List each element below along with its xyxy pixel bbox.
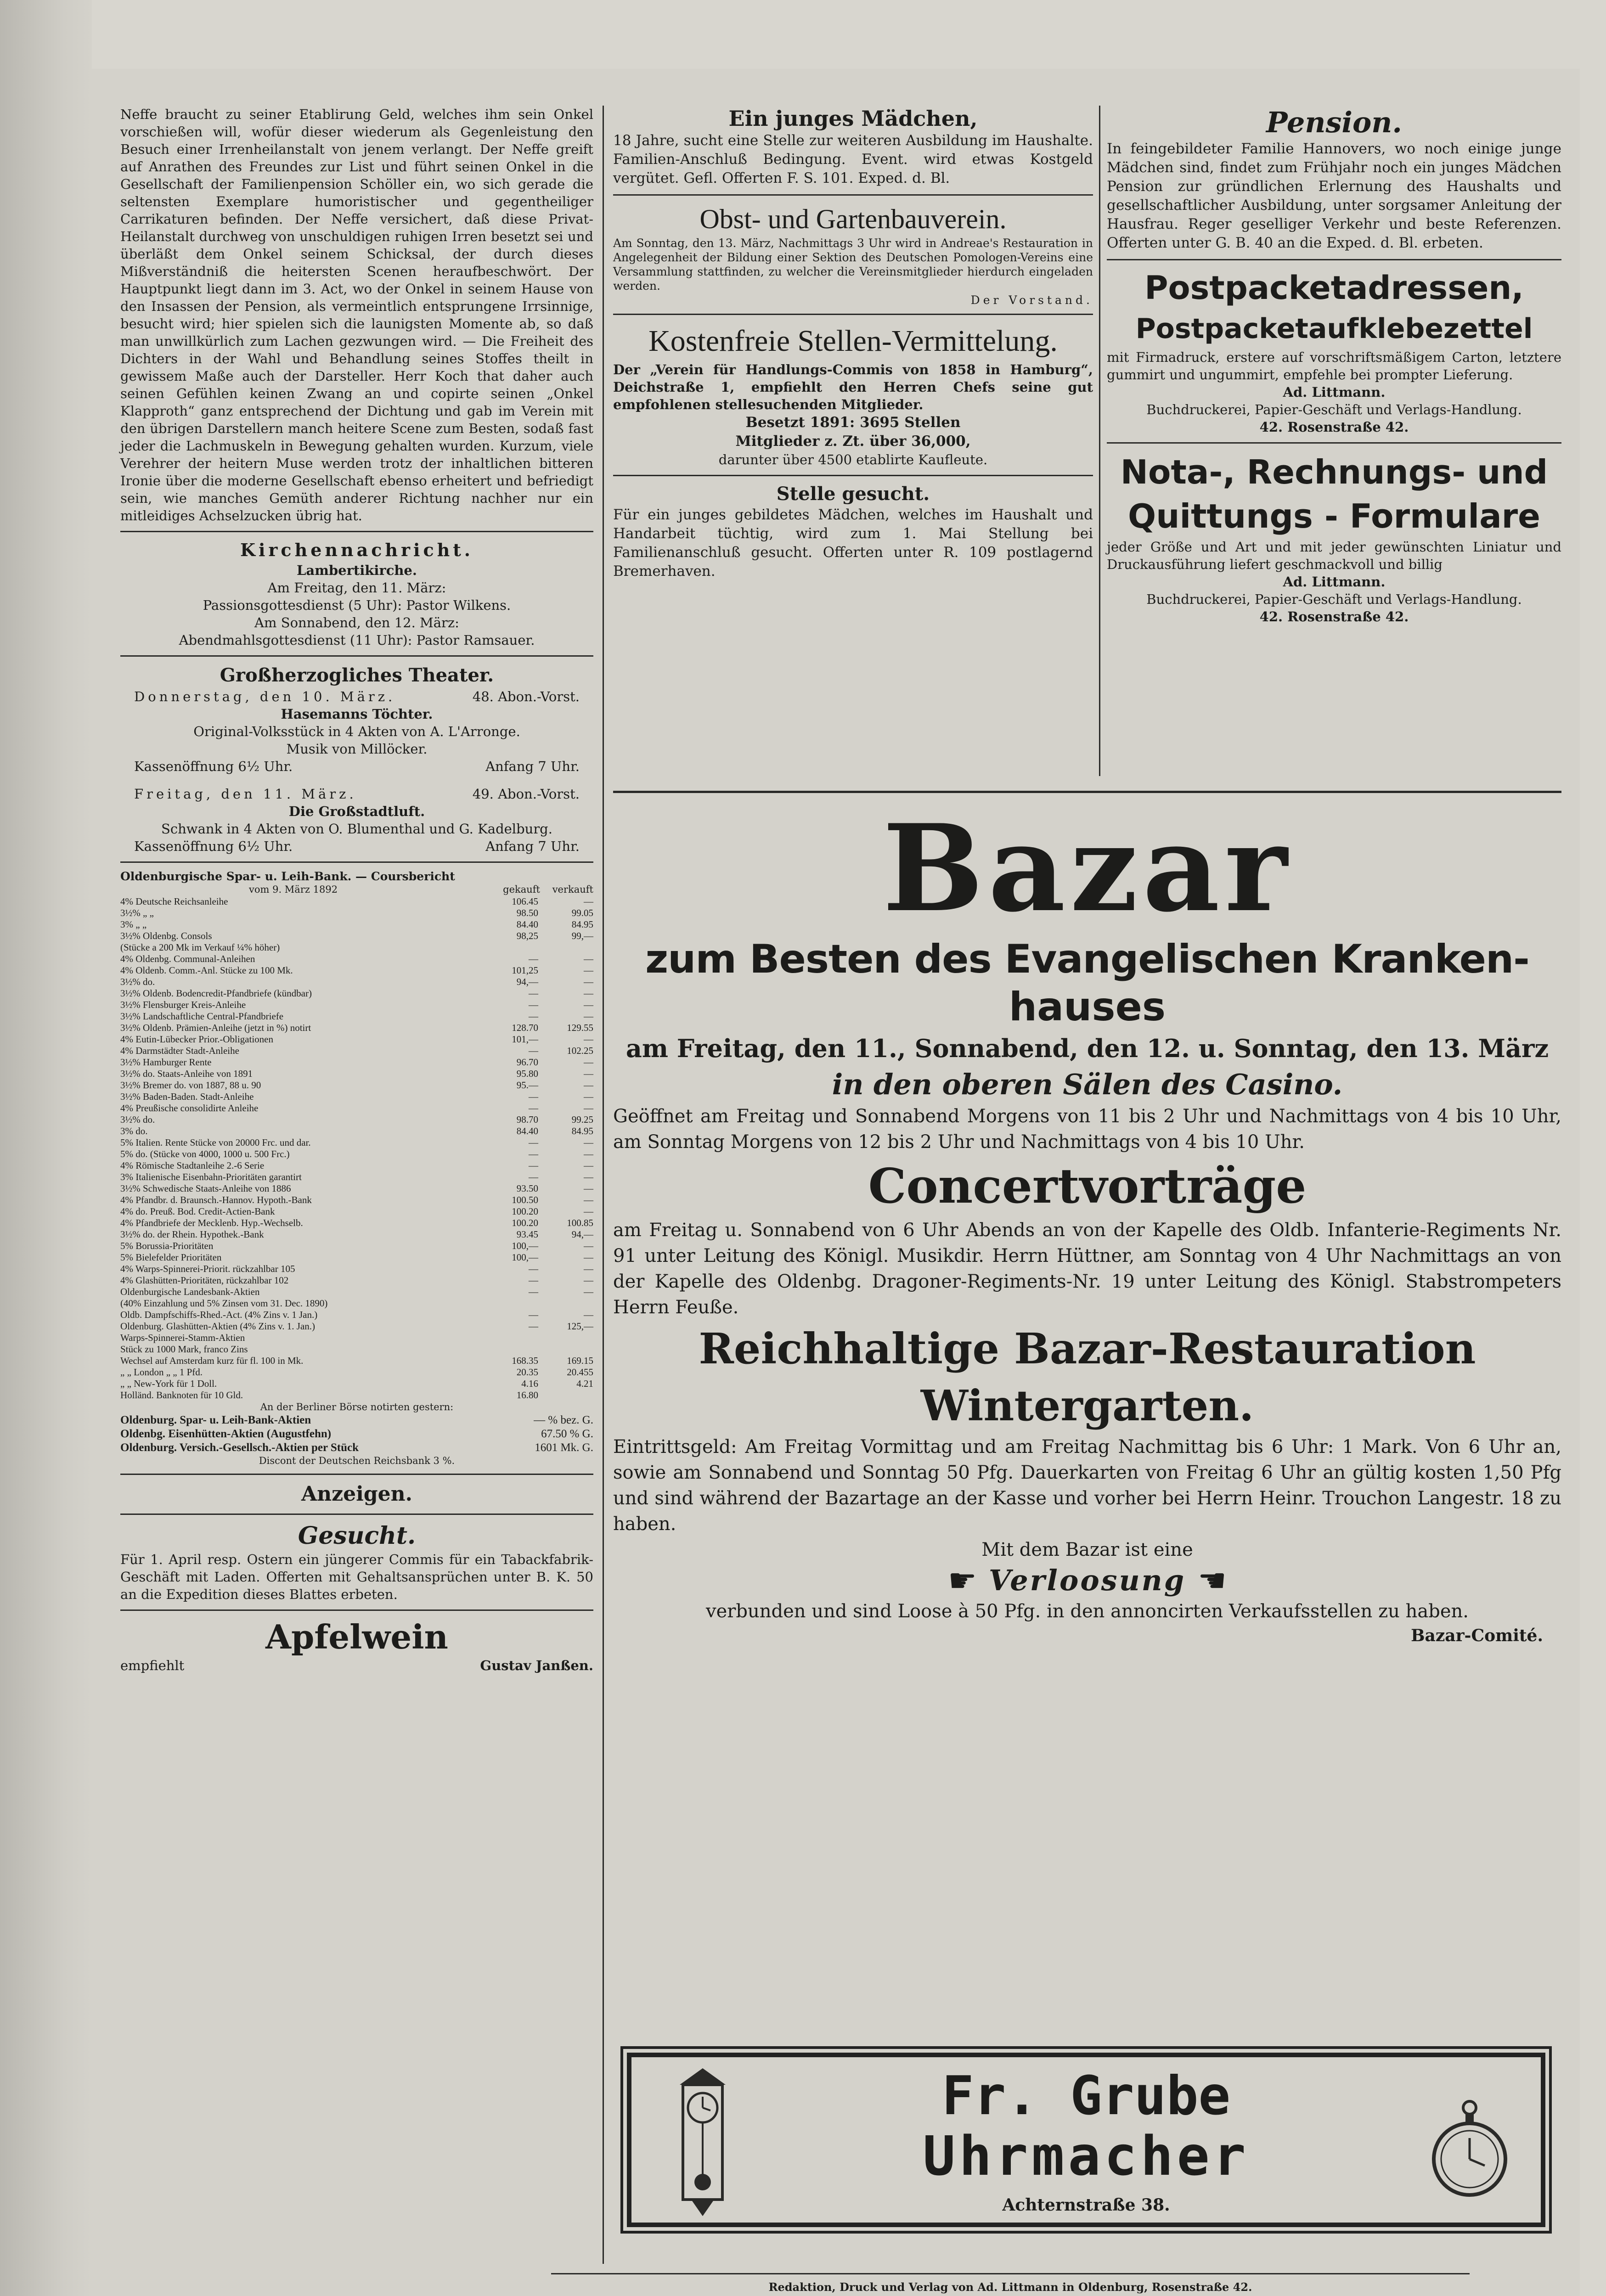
bank-rate-row: [120, 1057, 593, 1068]
theater-thu-day: Donnerstag, den 10. März.: [134, 689, 396, 704]
berlin-value: 1601 Mk. G.: [535, 1441, 593, 1454]
bank-rate-row: [120, 1194, 593, 1206]
apfelwein-recommends: empfiehlt: [120, 1658, 185, 1673]
obst-title: Obst- und Gartenbauverein.: [699, 204, 1007, 234]
bank-rate-sell: [538, 1390, 593, 1401]
theater-fri-desc: Schwank in 4 Akten von O. Blumenthal und G. Kadelburg.: [161, 821, 552, 837]
bank-rate-buy: 96.70: [516, 1057, 538, 1068]
lots-text: verbunden und sind Loose à 50 Pfg. in den annoncirten Verkaufsstellen zu haben.: [706, 1601, 1469, 1622]
church-friday: Am Freitag, den 11. März:: [267, 580, 446, 596]
newspaper-page: [92, 69, 1580, 2296]
bank-rate-sell: 99.25: [571, 1114, 593, 1125]
verloosung-title: Verloosung: [988, 1564, 1186, 1597]
postpacket-text: mit Firmadruck, erstere auf vorschriftsmäßigem Carton, letztere gummirt und ungummirt, empfehle bei prompter Lieferung.: [1107, 349, 1561, 383]
bank-rate-buy: 100.50: [512, 1194, 538, 1205]
bank-rate-buy: 93.50: [516, 1183, 538, 1194]
bank-rate-sell: —: [584, 1286, 593, 1297]
theater-fri-title: Die Großstadtluft.: [288, 804, 425, 819]
bank-rate-row: [120, 1263, 593, 1275]
bank-rate-label: 4% do. Preuß. Bod. Credit-Actien-Bank: [120, 1206, 275, 1217]
with-bazar: Mit dem Bazar ist eine: [981, 1539, 1193, 1560]
bank-rate-buy: 100,—: [512, 1252, 538, 1263]
bank-rate-sell: —: [584, 953, 593, 964]
bank-rate-row: [120, 1206, 593, 1217]
bank-rate-sell: [538, 1344, 593, 1355]
bank-rate-buy: 100,—: [512, 1240, 538, 1251]
bank-rate-label: 4% Deutsche Reichsanleihe: [120, 896, 228, 907]
bank-rate-row: [120, 1137, 593, 1148]
bank-rate-sell: —: [584, 1309, 593, 1320]
bazar-committee: Bazar-Comité.: [1411, 1626, 1543, 1645]
bank-rate-buy: [483, 1298, 538, 1309]
berlin-label: Oldenburg. Versich.-Gesellsch.-Aktien per Stück: [120, 1441, 359, 1454]
nota-text: jeder Größe und Art und mit jeder gewünschten Liniatur und Druckausführung liefert geschmackvoll und billig: [1107, 539, 1561, 572]
bank-rate-sell: —: [584, 1194, 593, 1205]
bank-rate-sell: —: [584, 1103, 593, 1114]
theater-fri-day: Freitag, den 11. März.: [134, 786, 357, 802]
grube-advertisement: [627, 2053, 1545, 2227]
bank-rate-sell: 100.85: [567, 1217, 593, 1228]
bank-rate-label: 3½% Oldenb. Bodencredit-Pfandbriefe (kündbar): [120, 988, 312, 999]
bank-rate-buy: —: [529, 1160, 538, 1171]
concert-text: am Freitag u. Sonnabend von 6 Uhr Abends an von der Kapelle des Oldb. Infanterie-Regiments Nr. 91 unter Leitung des Königl. Musikdir. Herrn Hüttner, am Sonntag von 4 Uhr Nachmittags an von der Kapelle des Oldenbg. Dragoner-Regiments-Nr. 19 unter Leitung des Königl. Stabstrompeters Herrn Feuße.: [613, 1220, 1561, 1318]
grube-trade: Uhrmacher: [923, 2124, 1250, 2188]
bank-rate-label: Oldenburg. Glashütten-Aktien (4% Zins v. 1. Jan.): [120, 1321, 316, 1332]
footer: [551, 2273, 1470, 2295]
stelle-title: Stelle gesucht.: [776, 483, 930, 505]
bank-rate-buy: —: [529, 1045, 538, 1056]
nota-firm: Ad. Littmann.: [1283, 574, 1386, 590]
theater-review-text: Neffe braucht zu seiner Etablirung Geld, welches ihm sein Onkel vorschießen will, wofür dieser wiederum als Gegenleistung den Besuch einer Irrenheilanstalt von jenem verlangt. Der Neffe greift auf Anrathen des Freundes zur List und führt seinen Onkel in die Gesellschaft der Familienpension Schöller ein, wo sich gerade die seltensten Exemplare humoristischer und gegentheiliger Carrikaturen befinden. Der Neffe versichert, daß diese Privat-Heilanstalt durchweg von unschuldigen ruhigen Irren besetzt sei und überläßt dem Onkel seinem Schicksal, der durch dieses Mißverständniß die heitersten Scenen heraufbeschwört. Der Hauptpunkt liegt dann im 3. Act, wo der Onkel in seinem Hause von den Insassen der Pension, als vermeintlich entsprungene Irrsinnige, besucht wird; hier spielen sich die launigsten Momente ab, so daß man unwillkürlich zum Lachen gezwungen wird. — Die Freiheit des Dichters in der Wahl und Behandlung seines Stoffes theilt in gewissem Maße auch der Darsteller. Herr Koch that daher auch seinen Gefühlen keinen Zwang an und copirte seinen „Onkel Klapproth“ ganz entsprechend der Dichtung und gab im Verein mit den übrigen Darstellern manch heitere Scene zum Besten, sodaß fast jeder die Lachmuskeln in Bewegung gehalten wurden. Kurzum, viele Verehrer der heitern Muse werden trotz der inhaltlichen bitteren Ironie über die moderne Gesellschaft ebenso erheitert und befriedigt sein, wie manches Gemüth anderer Richtung nachher nur ein mitleidiges Achselzucken übrig hat.: [120, 107, 593, 523]
bank-rate-buy: 101,25: [512, 965, 538, 976]
bank-rate-label: Oldb. Dampfschiffs-Rhed.-Act. (4% Zins v. 1 Jan.): [120, 1309, 318, 1320]
bank-rate-row: [120, 988, 593, 999]
bank-rate-sell: —: [584, 1148, 593, 1159]
column-right: [1107, 106, 1561, 625]
column-middle: [613, 106, 1093, 581]
berlin-row: [120, 1427, 593, 1441]
bank-rate-row: [120, 919, 593, 930]
restaurant-line2: Wintergarten.: [920, 1381, 1254, 1430]
bank-rate-row: [120, 1332, 593, 1344]
berlin-label: Oldenburg. Spar- u. Leih-Bank-Aktien: [120, 1414, 311, 1426]
theater-program: [120, 663, 593, 855]
page-binding-shadow: [0, 0, 92, 2296]
bank-rate-label: (40% Einzahlung und 5% Zinsen vom 31. Dec. 1890): [120, 1298, 328, 1309]
bank-rate-sell: —: [584, 1252, 593, 1263]
theater-fri-kasse: Kassenöffnung 6½ Uhr.: [134, 838, 293, 854]
obst-signature: Der Vorstand.: [970, 293, 1093, 307]
bank-rate-row: [120, 1240, 593, 1252]
ads-heading: Anzeigen.: [301, 1482, 412, 1506]
bank-rate-label: 5% Italien. Rente Stücke von 20000 Frc. und dar.: [120, 1137, 311, 1148]
postpacket-line2: Postpacketaufklebezettel: [1135, 313, 1533, 345]
stellen-besetzt: Besetzt 1891: 3695 Stellen: [745, 414, 961, 431]
berlin-value: — % bez. G.: [534, 1414, 593, 1426]
bank-rate-buy: —: [529, 988, 538, 999]
bank-rate-row: [120, 1378, 593, 1390]
bank-rate-row: [120, 1321, 593, 1332]
bank-rate-label: Oldenburgische Landesbank-Aktien: [120, 1286, 260, 1297]
bank-rate-label: 3% Italienische Eisenbahn-Prioritäten garantirt: [120, 1171, 302, 1182]
footer-imprint: Redaktion, Druck und Verlag von Ad. Littmann in Oldenburg, Rosenstraße 42.: [768, 2280, 1252, 2294]
theater-fri-abon: 49. Abon.-Vorst.: [472, 786, 580, 802]
bank-rate-buy: —: [529, 1286, 538, 1297]
bank-rate-sell: —: [584, 1240, 593, 1251]
stellen-darunter: darunter über 4500 etablirte Kaufleute.: [718, 452, 988, 467]
bank-rate-label: 3½% Landschaftliche Central-Pfandbriefe: [120, 1011, 284, 1022]
bank-rate-label: 4% Eutin-Lübecker Prior.-Obligationen: [120, 1034, 273, 1045]
bank-rate-row: [120, 930, 593, 942]
bank-rate-row: [120, 1344, 593, 1355]
bank-rate-sell: 99.05: [571, 907, 593, 918]
bank-rate-buy: —: [529, 1263, 538, 1274]
bank-rate-row: [120, 1309, 593, 1321]
bank-rate-sell: —: [584, 1275, 593, 1286]
bank-rate-label: 3% „ „: [120, 919, 147, 930]
church-saturday: Am Sonnabend, den 12. März:: [254, 615, 459, 630]
maedchen-title: Ein junges Mädchen,: [728, 106, 978, 131]
postpacket-addr2: 42. Rosenstraße 42.: [1259, 419, 1409, 435]
grube-address: Achternstraße 38.: [1002, 2195, 1170, 2215]
bank-rate-sell: 20.455: [567, 1367, 593, 1378]
bank-rate-sell: —: [584, 965, 593, 976]
bank-rate-sell: —: [584, 1080, 593, 1091]
bank-rate-buy: 95.—: [516, 1080, 538, 1091]
bank-rate-label: „ „ London „ „ 1 Pfd.: [120, 1367, 203, 1378]
bazar-opening: Geöffnet am Freitag und Sonnabend Morgens von 11 bis 2 Uhr und Nachmittags von 4 bis 10 Uhr, am Sonntag Morgens von 12 bis 2 Uhr und Nachmittags von 4 bis 10 Uhr.: [613, 1106, 1561, 1153]
bank-rate-label: 4% Pfandbr. d. Braunsch.-Hannov. Hypoth.-Bank: [120, 1194, 312, 1205]
bank-rate-label: „ „ New-York für 1 Doll.: [120, 1378, 217, 1389]
church-heading: Kirchennachricht.: [240, 540, 474, 560]
bank-rate-sell: [538, 1332, 593, 1344]
bank-rate-row: [120, 1355, 593, 1367]
bank-rate-label: 4% Oldenbg. Communal-Anleihen: [120, 953, 255, 964]
bazar-dates: am Freitag, den 11., Sonnabend, den 12. u. Sonntag, den 13. März: [625, 1034, 1549, 1063]
bank-rate-label: 3½% do.: [120, 976, 155, 987]
bank-rate-row: [120, 1080, 593, 1091]
bank-rate-buy: 95.80: [516, 1068, 538, 1079]
bank-rate-buy: 98.70: [516, 1114, 538, 1125]
gesucht-text: Für 1. April resp. Ostern ein jüngerer Commis für ein Tabackfabrik-Geschäft mit Laden. Offerten mit Gehaltsansprüchen unter B. K. 50 an die Expedition dieses Blattes erbeten.: [120, 1552, 593, 1602]
pocket-watch-icon: [1431, 2099, 1509, 2200]
nota-addr1: Buchdruckerei, Papier-Geschäft und Verlags-Handlung.: [1146, 591, 1522, 607]
bank-rate-row: [120, 1217, 593, 1229]
bank-rate-row: [120, 1390, 593, 1401]
postpacket-firm: Ad. Littmann.: [1283, 384, 1386, 400]
bank-rate-label: 3½% Oldenb. Prämien-Anleihe (jetzt in %) notirt: [120, 1022, 311, 1033]
bank-date: vom 9. März 1892: [249, 884, 338, 895]
bank-rate-buy: 84.40: [516, 1125, 538, 1137]
theater-thu-anfang: Anfang 7 Uhr.: [485, 759, 580, 774]
bank-rate-row: [120, 999, 593, 1011]
bank-rate-row: [120, 1160, 593, 1171]
column-left: [120, 106, 593, 1674]
stelle-text: Für ein junges gebildetes Mädchen, welches im Haushalt und Handarbeit tüchtig, wird zum 1. Mai Stellung bei Familienanschluß gesucht. Offerten unter R. 109 postlagernd Bremerhaven.: [613, 506, 1093, 580]
bank-rate-sell: 102.25: [567, 1045, 593, 1056]
bank-rate-label: 4% Glashütten-Prioritäten, rückzahlbar 102: [120, 1275, 289, 1286]
bank-rate-buy: [483, 942, 538, 953]
restaurant-line1: Reichhaltige Bazar-Restauration: [699, 1324, 1476, 1373]
bank-rate-buy: —: [529, 1148, 538, 1159]
bank-rate-sell: 94,—: [571, 1229, 593, 1240]
church-name: Lambertikirche.: [297, 563, 417, 578]
bank-rate-sell: —: [584, 1171, 593, 1182]
bank-rate-sell: —: [584, 1034, 593, 1045]
bank-rate-sell: —: [584, 988, 593, 999]
bank-rate-label: 3½% Schwedische Staats-Anleihe von 1886: [120, 1183, 291, 1194]
bank-rate-row: [120, 1125, 593, 1137]
verloosung-line: [613, 1563, 1561, 1598]
pendulum-clock-icon: [673, 2066, 733, 2218]
postpacket-line1: Postpacketadressen,: [1144, 269, 1524, 307]
bank-rate-row: [120, 1286, 593, 1298]
theater-thu-desc: Original-Volksstück in 4 Akten von A. L'Arronge.: [193, 724, 520, 739]
bank-rate-label: 3½% Hamburger Rente: [120, 1057, 212, 1068]
bank-rate-sell: —: [584, 976, 593, 987]
bank-rate-sell: 84.95: [571, 1125, 593, 1137]
column-rule-2: [1099, 106, 1100, 776]
theater-thu-kasse: Kassenöffnung 6½ Uhr.: [134, 759, 293, 774]
bank-rates-table: [120, 896, 593, 1401]
bank-rate-row: [120, 1034, 593, 1045]
concert-title: Concertvorträge: [868, 1158, 1307, 1214]
berlin-heading: An der Berliner Börse notirten gestern:: [260, 1401, 454, 1412]
theater-thu-title: Hasemanns Töchter.: [281, 706, 433, 722]
bank-rate-buy: [483, 1332, 538, 1344]
bank-rate-sell: —: [584, 1206, 593, 1217]
bank-rate-sell: 4.21: [576, 1378, 593, 1389]
bank-rate-label: 3½% do.: [120, 1114, 155, 1125]
bank-rate-buy: 84.40: [516, 919, 538, 930]
pension-text: In feingebildeter Familie Hannovers, wo noch einige junge Mädchen sind, findet zum Frühjahr noch ein junges Mädchen Pension zur gründlichen Erlernung des Haushalts und gesellschaftlicher Ausbildung, unter sorgsamer Anleitung der Hausfrau. Reger geselliger Verkehr und beste Referenzen. Offerten unter G. B. 40 an die Exped. d. Bl. erbeten.: [1107, 141, 1561, 251]
stellen-mitglieder: Mitglieder z. Zt. über 36,000,: [735, 433, 971, 450]
bank-rate-buy: 106.45: [512, 896, 538, 907]
bank-rate-sell: 169.15: [567, 1355, 593, 1366]
bank-rate-sell: —: [584, 1160, 593, 1171]
bank-rate-buy: 98,25: [516, 930, 538, 941]
postpacket-addr1: Buchdruckerei, Papier-Geschäft und Verlags-Handlung.: [1146, 402, 1522, 417]
bank-rate-label: (Stücke a 200 Mk im Verkauf ¼% höher): [120, 942, 280, 953]
bazar-location: in den oberen Sälen des Casino.: [832, 1068, 1343, 1101]
bank-rate-label: 5% do. (Stücke von 4000, 1000 u. 500 Frc.): [120, 1148, 290, 1159]
bank-rate-buy: 16.80: [516, 1390, 538, 1401]
stellen-title: Kostenfreie Stellen-Vermittelung.: [648, 324, 1058, 358]
bank-rate-buy: —: [529, 1091, 538, 1102]
bank-rate-buy: 98.50: [516, 907, 538, 918]
bank-rate-row: [120, 1229, 593, 1240]
bank-rate-row: [120, 976, 593, 988]
nota-line1: Nota-, Rechnungs- und: [1120, 453, 1548, 491]
bank-rate-row: [120, 1367, 593, 1378]
ads-section: [120, 1481, 593, 1674]
bank-rate-sell: —: [584, 1091, 593, 1102]
bank-rate-label: 4% Pfandbriefe der Mecklenb. Hyp.-Wechselb.: [120, 1217, 303, 1228]
obst-text: Am Sonntag, den 13. März, Nachmittags 3 Uhr wird in Andreae's Restauration in Angelegenheit der Bildung einer Sektion des Deutschen Pomologen-Vereins eine Versammlung stattfinden, zu welcher die Vereinsmitglieder hierdurch eingeladen werden.: [613, 236, 1093, 293]
nota-line2: Quittungs - Formulare: [1127, 497, 1541, 535]
bank-rate-sell: [538, 1298, 593, 1309]
bank-rate-label: 3½% do. der Rhein. Hypothek.-Bank: [120, 1229, 264, 1240]
bank-rate-sell: —: [584, 896, 593, 907]
bank-rate-buy: 94,—: [516, 976, 538, 987]
bank-rate-sell: —: [584, 1183, 593, 1194]
bank-rate-label: Stück zu 1000 Mark, franco Zins: [120, 1344, 248, 1355]
bank-rate-buy: —: [529, 1171, 538, 1182]
church-saturday-service: Abendmahlsgottesdienst (11 Uhr): Pastor Ramsauer.: [179, 632, 535, 648]
bank-rate-label: 5% Bielefelder Prioritäten: [120, 1252, 222, 1263]
bank-rate-label: 4% Warps-Spinnerei-Priorit. rückzahlbar 105: [120, 1263, 295, 1274]
bazar-title: Bazar: [882, 799, 1292, 939]
bank-heading: Oldenburgische Spar- u. Leih-Bank. — Coursbericht: [120, 870, 455, 883]
bank-rate-row: [120, 942, 593, 953]
berlin-label: Oldenbg. Eisenhütten-Aktien (Augustfehn): [120, 1428, 332, 1440]
bank-rate-buy: 93.45: [516, 1229, 538, 1240]
bank-rate-row: [120, 1298, 593, 1309]
bank-rate-sell: —: [584, 1068, 593, 1079]
bank-rate-buy: —: [529, 1321, 538, 1332]
bank-rate-row: [120, 1148, 593, 1160]
apfelwein-seller: Gustav Janßen.: [480, 1658, 593, 1673]
reichsbank-discount: Discont der Deutschen Reichsbank 3 %.: [259, 1455, 455, 1466]
bank-rate-label: Holländ. Banknoten für 10 Gld.: [120, 1390, 243, 1401]
column-rule-1: [603, 106, 604, 2264]
bazar-subtitle1: zum Besten des Evangelischen Kranken-: [645, 936, 1529, 982]
bank-rate-sell: [538, 942, 593, 953]
bank-rate-label: Warps-Spinnerei-Stamm-Aktien: [120, 1332, 245, 1343]
church-notice: [120, 539, 593, 649]
bank-rate-sell: —: [584, 1011, 593, 1022]
bank-rate-row: [120, 1091, 593, 1103]
pointing-hand-left-icon: ☚: [1198, 1562, 1227, 1599]
theater-thu-abon: 48. Abon.-Vorst.: [472, 689, 580, 704]
bank-rate-label: 3½% Bremer do. von 1887, 88 u. 90: [120, 1080, 261, 1091]
bank-rate-row: [120, 1022, 593, 1034]
berlin-value: 67.50 % G.: [541, 1428, 593, 1440]
apfelwein-title: Apfelwein: [265, 1617, 448, 1656]
bank-rate-row: [120, 965, 593, 976]
bank-rate-sell: —: [584, 1057, 593, 1068]
bank-rate-row: [120, 1171, 593, 1183]
grube-name: Fr. Grube: [941, 2065, 1231, 2127]
bank-rate-label: 3½% Flensburger Kreis-Anleihe: [120, 999, 246, 1010]
bank-col-sold: verkauft: [552, 884, 593, 895]
church-friday-service: Passionsgottesdienst (5 Uhr): Pastor Wilkens.: [203, 597, 511, 613]
bank-rate-label: 3% do.: [120, 1125, 148, 1137]
theater-fri-anfang: Anfang 7 Uhr.: [485, 838, 580, 854]
bank-rate-buy: —: [529, 1011, 538, 1022]
bank-rate-label: Wechsel auf Amsterdam kurz für fl. 100 in Mk.: [120, 1355, 304, 1366]
bank-rate-buy: —: [529, 1309, 538, 1320]
bank-rate-row: [120, 896, 593, 907]
bank-rate-row: [120, 953, 593, 965]
bank-rate-buy: —: [529, 1103, 538, 1114]
bank-rate-buy: 168.35: [512, 1355, 538, 1366]
berlin-table: [120, 1413, 593, 1455]
bank-rate-sell: 129.55: [567, 1022, 593, 1033]
bank-rate-row: [120, 1114, 593, 1125]
bank-rate-sell: —: [584, 1263, 593, 1274]
berlin-row: [120, 1441, 593, 1455]
bazar-advertisement: [613, 791, 1561, 1647]
bank-rate-buy: 20.35: [516, 1367, 538, 1378]
bank-rate-buy: 100.20: [512, 1206, 538, 1217]
maedchen-text: 18 Jahre, sucht eine Stelle zur weiteren Ausbildung im Haushalte. Familien-Anschluß Bedingung. Event. wird etwas Kostgeld vergütet. Gefl. Offerten F. S. 101. Exped. d. Bl.: [613, 132, 1093, 186]
bank-rate-label: 3½% Baden-Baden. Stadt-Anleihe: [120, 1091, 254, 1102]
bank-rate-buy: —: [529, 999, 538, 1010]
bank-rate-row: [120, 1103, 593, 1114]
bank-rate-buy: —: [529, 1137, 538, 1148]
bank-rate-label: 4% Oldenb. Comm.-Anl. Stücke zu 100 Mk.: [120, 965, 293, 976]
bank-rate-sell: —: [584, 1137, 593, 1148]
bank-rate-row: [120, 1011, 593, 1022]
bank-rate-buy: [483, 1344, 538, 1355]
bank-rate-row: [120, 1275, 593, 1286]
bank-rate-buy: 4.16: [521, 1378, 538, 1389]
bank-rate-row: [120, 907, 593, 919]
bank-rate-label: 4% Darmstädter Stadt-Anleihe: [120, 1045, 239, 1056]
bank-rate-row: [120, 1068, 593, 1080]
bank-rate-buy: —: [529, 953, 538, 964]
berlin-row: [120, 1413, 593, 1427]
bank-rate-row: [120, 1045, 593, 1057]
bank-rate-sell: 84.95: [571, 919, 593, 930]
gesucht-title: Gesucht.: [298, 1522, 416, 1550]
bank-rate-row: [120, 1252, 593, 1263]
bank-rate-label: 3½% „ „: [120, 907, 154, 918]
pension-title: Pension.: [1266, 106, 1402, 139]
bank-rate-label: 4% Römische Stadtanleihe 2.-6 Serie: [120, 1160, 265, 1171]
bank-rate-row: [120, 1183, 593, 1194]
bank-col-bought: gekauft: [503, 884, 540, 895]
bank-rate-sell: —: [584, 999, 593, 1010]
entry-fee-text: Eintrittsgeld: Am Freitag Vormittag und am Freitag Nachmittag bis 6 Uhr: 1 Mark. Von 6 Uhr an, sowie am Sonnabend und Sonntag 50 Pfg. Dauerkarten von Freitag 6 Uhr an gültig kosten 1,50 Pfg und sind während der Bazartage an der Kasse und vorher bei Herrn Heinr. Trouchon Langestr. 18 zu haben.: [613, 1436, 1561, 1535]
bank-report: [120, 869, 593, 1467]
pointing-hand-right-icon: ☛: [948, 1562, 977, 1599]
bank-rate-buy: —: [529, 1275, 538, 1286]
nota-addr2: 42. Rosenstraße 42.: [1259, 609, 1409, 625]
bank-rate-buy: 101,—: [512, 1034, 538, 1045]
bank-rate-label: 4% Preußische consolidirte Anleihe: [120, 1103, 259, 1114]
stellen-text: Der „Verein für Handlungs-Commis von 1858 in Hamburg“, Deichstraße 1, empfiehlt den Herren Chefs seine gut empfohlenen stellesuchenden Mitglieder.: [613, 362, 1093, 412]
bank-rate-buy: 128.70: [512, 1022, 538, 1033]
bank-rate-label: 3½% Oldenbg. Consols: [120, 930, 212, 941]
bank-rate-sell: 99,—: [571, 930, 593, 941]
theater-heading: Großherzogliches Theater.: [220, 664, 494, 686]
bank-rate-buy: 100.20: [512, 1217, 538, 1228]
bazar-subtitle2: hauses: [1009, 984, 1166, 1030]
bank-rate-sell: 125,—: [567, 1321, 593, 1332]
theater-thu-music: Musik von Millöcker.: [286, 741, 428, 757]
bank-rate-label: 3½% do. Staats-Anleihe von 1891: [120, 1068, 253, 1079]
bank-rate-label: 5% Borussia-Prioritäten: [120, 1240, 214, 1251]
